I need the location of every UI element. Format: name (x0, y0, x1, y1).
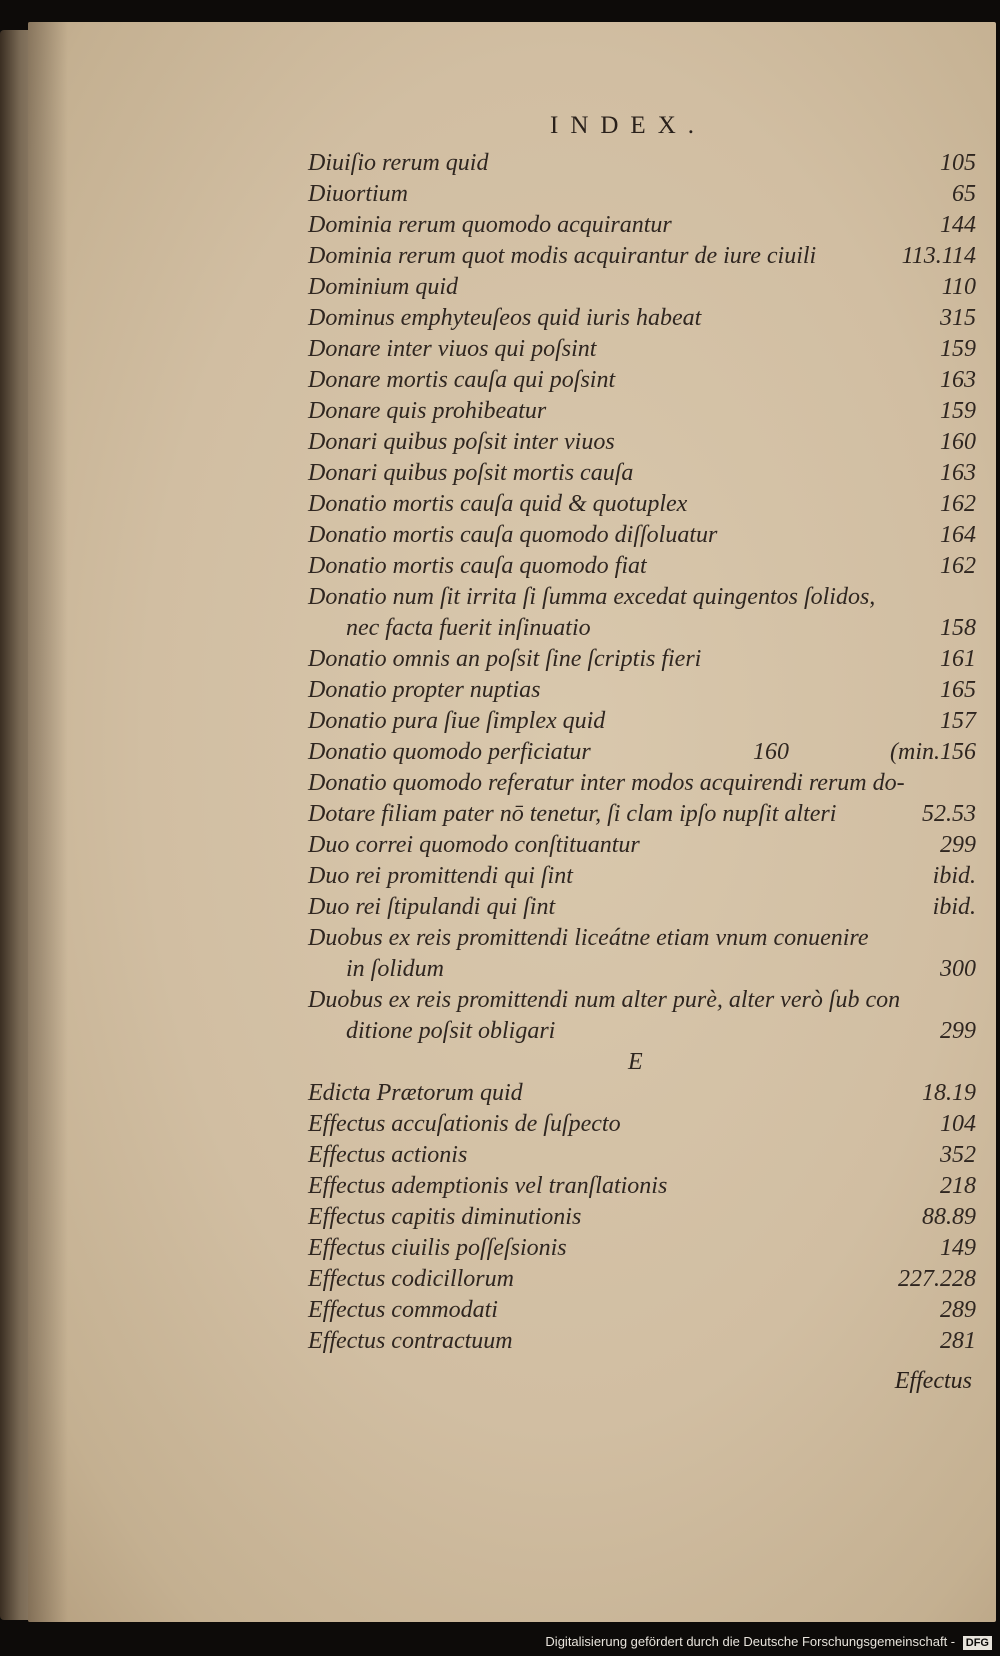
index-entry (308, 210, 976, 241)
index-entry (308, 303, 976, 334)
section-letter: E (628, 1049, 643, 1075)
entry-term: Effectus actionis (308, 1142, 468, 1168)
index-entry (308, 179, 976, 210)
catchword: Effectus (894, 1368, 972, 1394)
entry-page-ref: 65 (952, 181, 976, 207)
entry-page-ref: 300 (940, 956, 976, 982)
entry-term: Dominus emphyteuſeos quid iuris habeat (308, 305, 702, 331)
index-entry (308, 1109, 976, 1140)
index-entry (308, 613, 976, 644)
entry-term: Effectus ciuilis poſſeſsionis (308, 1235, 567, 1261)
entry-term: Diuortium (308, 181, 409, 207)
index-entry (308, 768, 976, 799)
index-entry (308, 365, 976, 396)
entry-page-ref: 227.228 (898, 1266, 976, 1292)
entry-page-ref: 149 (940, 1235, 976, 1261)
entry-term: Duobus ex reis promittendi num alter purè, alter verò ſub con (308, 987, 901, 1013)
entry-page-ref: 110 (941, 274, 976, 300)
entry-term: Donatio propter nuptias (308, 677, 541, 703)
entry-term: Duo rei promittendi qui ſint (308, 863, 573, 889)
entry-page-ref: 163 (940, 460, 976, 486)
entry-term: Effectus accuſationis de ſuſpecto (308, 1111, 621, 1137)
entry-page-ref: 218 (940, 1173, 976, 1199)
entry-term: Donare inter viuos qui poſsint (308, 336, 597, 362)
entry-page-ref: 104 (940, 1111, 976, 1137)
index-entry (308, 551, 976, 582)
entry-page-ref: ibid. (932, 863, 976, 889)
entry-page-ref: 161 (940, 646, 976, 672)
index-entry (308, 1171, 976, 1202)
entry-term: Duo rei ſtipulandi qui ſint (308, 894, 556, 920)
entry-page-ref: (min.156 (890, 739, 976, 765)
entry-page-ref: 88.89 (922, 1204, 976, 1230)
entry-page-ref: 144 (940, 212, 976, 238)
footer-text: Digitalisierung gefördert durch die Deutsche Forschungsgemeinschaft - (545, 1634, 956, 1649)
index-entry (308, 458, 976, 489)
entry-page-ref: 299 (940, 1018, 976, 1044)
entry-term: Edicta Prætorum quid (308, 1080, 523, 1106)
entry-term: Effectus codicillorum (308, 1266, 514, 1292)
entry-term: Donatio num ſit irrita ſi ſumma excedat quingentos ſolidos, (308, 584, 876, 610)
index-entry (308, 644, 976, 675)
index-entry (308, 520, 976, 551)
entry-term: Donatio omnis an poſsit ſine ſcriptis fieri (308, 646, 702, 672)
entry-term: in ſolidum (346, 956, 445, 982)
entry-term: Diuiſio rerum quid (308, 150, 489, 176)
index-entry (308, 489, 976, 520)
entry-term: Donare mortis cauſa qui poſsint (308, 367, 616, 393)
dfg-logo: DFG (963, 1636, 992, 1650)
entry-term: Dominium quid (308, 274, 458, 300)
entry-page-ref: 105 (940, 150, 976, 176)
section-heading (308, 1047, 976, 1078)
entry-page-ref: 18.19 (922, 1080, 976, 1106)
index-entry (308, 1016, 976, 1047)
index-entry (308, 582, 976, 613)
index-entry (308, 1326, 976, 1357)
entry-page-ref: 162 (940, 553, 976, 579)
index-entry (308, 923, 976, 954)
entry-page-ref: 159 (940, 398, 976, 424)
entry-term: Donari quibus poſsit inter viuos (308, 429, 615, 455)
page-header: INDEX. (550, 112, 707, 139)
entry-term: Duo correi quomodo conſtituantur (308, 832, 640, 858)
index-entry (308, 148, 976, 179)
entry-term: Effectus commodati (308, 1297, 498, 1323)
entry-page-ref: 113.114 (901, 243, 976, 269)
index-entry (308, 396, 976, 427)
index-entry (308, 1140, 976, 1171)
entry-page-ref: 159 (940, 336, 976, 362)
entry-page-ref: 158 (940, 615, 976, 641)
index-entry (308, 1233, 976, 1264)
index-entry (308, 861, 976, 892)
index-entry (308, 892, 976, 923)
index-entry (308, 706, 976, 737)
entry-page-ref: 52.53 (922, 801, 976, 827)
entry-term: Donare quis prohibeatur (308, 398, 547, 424)
entry-page-ref: 164 (940, 522, 976, 548)
entry-page-ref: 157 (940, 708, 976, 734)
entry-term: Duobus ex reis promittendi liceátne etiam vnum conuenire (308, 925, 869, 951)
entry-page-ref: 160 (940, 429, 976, 455)
index-entry (308, 427, 976, 458)
index-entry (308, 954, 976, 985)
entry-page-ref: ibid. (932, 894, 976, 920)
index-entries (308, 148, 976, 1357)
entry-term: Effectus contractuum (308, 1328, 513, 1354)
entry-term: Donatio quomodo referatur inter modos acquirendi rerum do- (308, 770, 905, 796)
entry-page-ref: 165 (940, 677, 976, 703)
entry-page-ref: 281 (940, 1328, 976, 1354)
entry-term: Effectus capitis diminutionis (308, 1204, 582, 1230)
index-entry (308, 1202, 976, 1233)
index-entry (308, 1078, 976, 1109)
index-entry (308, 737, 976, 768)
index-entry (308, 241, 976, 272)
entry-page-ref: 162 (940, 491, 976, 517)
entry-mid-page: 160 (753, 739, 789, 765)
entry-term: Donatio mortis cauſa quomodo diſſoluatur (308, 522, 718, 548)
entry-term: Donari quibus poſsit mortis cauſa (308, 460, 634, 486)
entry-term: Dominia rerum quomodo acquirantur (308, 212, 672, 238)
index-entry (308, 1264, 976, 1295)
digitization-footer (0, 1628, 1000, 1656)
index-entry (308, 334, 976, 365)
gutter-shadow (28, 22, 68, 1622)
entry-term: ditione poſsit obligari (346, 1018, 556, 1044)
entry-term: Donatio mortis cauſa quid & quotuplex (308, 491, 688, 517)
entry-term: Donatio pura ſiue ſimplex quid (308, 708, 606, 734)
entry-term: Donatio quomodo perficiatur (308, 739, 591, 765)
entry-page-ref: 352 (940, 1142, 976, 1168)
entry-page-ref: 299 (940, 832, 976, 858)
entry-term: Effectus ademptionis vel tranſlationis (308, 1173, 668, 1199)
entry-term: nec facta fuerit inſinuatio (346, 615, 591, 641)
index-entry (308, 1295, 976, 1326)
index-entry (308, 675, 976, 706)
entry-page-ref: 315 (940, 305, 976, 331)
index-entry (308, 799, 976, 830)
index-entry (308, 985, 976, 1016)
entry-page-ref: 289 (940, 1297, 976, 1323)
entry-page-ref: 163 (940, 367, 976, 393)
entry-term: Dominia rerum quot modis acquirantur de iure ciuili (308, 243, 817, 269)
index-entry (308, 830, 976, 861)
entry-term: Donatio mortis cauſa quomodo fiat (308, 553, 647, 579)
entry-term: Dotare filiam pater nō tenetur, ſi clam ipſo nupſit alteri (308, 801, 837, 827)
index-entry (308, 272, 976, 303)
